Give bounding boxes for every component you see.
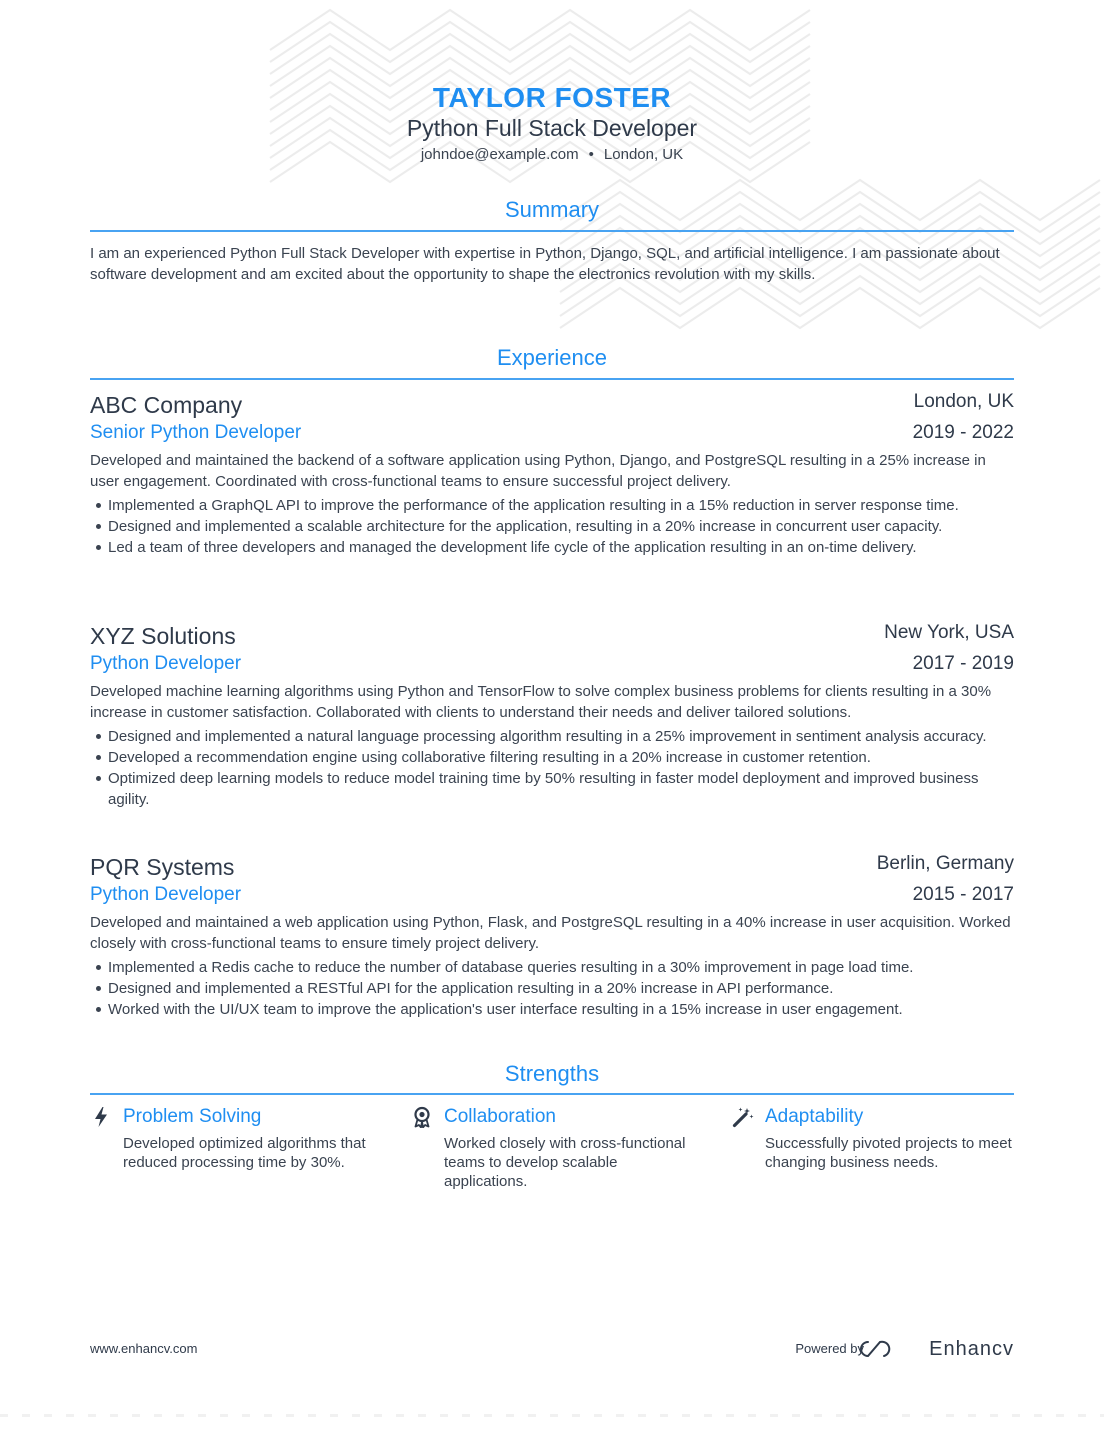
strength-title: Problem Solving [123,1106,262,1127]
job-title: Python Developer [90,653,242,674]
company-name: PQR Systems [90,854,235,880]
strength-title: Collaboration [444,1106,556,1127]
section-title-strengths: Strengths [504,1061,600,1086]
achievement-list [90,495,1014,558]
section-title-experience: Experience [496,345,608,370]
company-name: XYZ Solutions [90,623,236,649]
section-title-summary: Summary [504,197,600,222]
strength-description: Developed optimized algorithms that reduced processing time by 30%. [123,1135,366,1171]
job-dates: 2019 - 2022 [912,422,1014,443]
enhancv-wordmark[interactable]: Enhancv [929,1338,1014,1360]
powered-by-label: Powered by [795,1341,864,1356]
achievement-item: Worked with the UI/UX team to improve the application's user interface resulting in a 15% increase in user engagement. [90,999,1014,1020]
section-divider [90,230,1014,232]
strength-title: Adaptability [765,1106,864,1127]
footer-branding [684,1334,1014,1364]
resume-header [0,80,1104,166]
summary-text: I am an experienced Python Full Stack Developer with expertise in Python, Django, SQL, and artificial intelligence. I am passionate about software development and am excited about the opportunity to shape the electronics revolution with my skills. [90,245,1000,283]
email-link[interactable]: johndoe@example.com [420,146,579,163]
company-name: ABC Company [90,392,243,418]
job-description: Developed machine learning algorithms using Python and TensorFlow to solve complex business problems for clients resulting in a 30% increase in customer satisfaction. Collaborated with clients to understand their needs and deliver tailored solutions. [90,683,992,721]
job-dates: 2017 - 2019 [912,653,1014,674]
job-description: Developed and maintained the backend of a software application using Python, Django, and PostgreSQL resulting in a 25% increase in user engagement. Coordinated with cross-functional teams to ensure successful project delivery. [90,452,986,490]
achievement-item: Developed a recommendation engine using collaborative filtering resulting in a 20% increase in customer retention. [90,747,1014,768]
strength-description: Successfully pivoted projects to meet changing business needs. [765,1135,1012,1171]
job-location: New York, USA [884,622,1014,643]
contact-separator: • [588,146,594,163]
achievement-list [90,726,1014,810]
job-location: Berlin, Germany [876,853,1014,874]
achievement-item: Designed and implemented a scalable architecture for the application, resulting in a 20% increase in concurrent user capacity. [90,516,1014,537]
job-location: London, UK [913,391,1014,412]
footer-website-link[interactable]: www.enhancv.com [90,1341,198,1356]
achievement-list [90,957,1014,1020]
job-title: Senior Python Developer [90,422,302,443]
enhancv-logo-icon[interactable] [858,1339,894,1359]
job-dates: 2015 - 2017 [912,884,1014,905]
achievement-item: Designed and implemented a natural language processing algorithm resulting in a 25% improvement in sentiment analysis accuracy. [90,726,1014,747]
experience-entry [90,390,1014,558]
magic-wand-icon [732,1106,754,1128]
candidate-name: TAYLOR FOSTER [432,82,672,113]
achievement-item: Designed and implemented a RESTful API for the application resulting in a 20% increase in API performance. [90,978,1014,999]
experience-entry [90,621,1014,810]
lightning-bolt-icon [90,1106,112,1128]
contact-location: London, UK [603,146,684,163]
candidate-role: Python Full Stack Developer [406,115,698,141]
achievement-item: Led a team of three developers and managed the development life cycle of the application resulting in an on-time delivery. [90,537,1014,558]
job-title: Python Developer [90,884,242,905]
experience-entry [90,852,1014,1020]
achievement-item: Implemented a GraphQL API to improve the performance of the application resulting in a 15% reduction in server response time. [90,495,1014,516]
contact-line [0,144,1104,166]
job-description: Developed and maintained a web application using Python, Flask, and PostgreSQL resulting in a 40% increase in user acquisition. Worked closely with cross-functional teams to ensure timely project delivery. [90,914,1011,952]
achievement-item: Implemented a Redis cache to reduce the number of database queries resulting in a 30% improvement in page load time. [90,957,1014,978]
achievement-item: Optimized deep learning models to reduce model training time by 50% resulting in faster model deployment and improved business agility. [90,768,1014,810]
award-ribbon-icon [411,1106,433,1128]
strength-description: Worked closely with cross-functional teams to develop scalable applications. [444,1135,686,1190]
section-divider [90,378,1014,380]
section-divider [90,1093,1014,1095]
